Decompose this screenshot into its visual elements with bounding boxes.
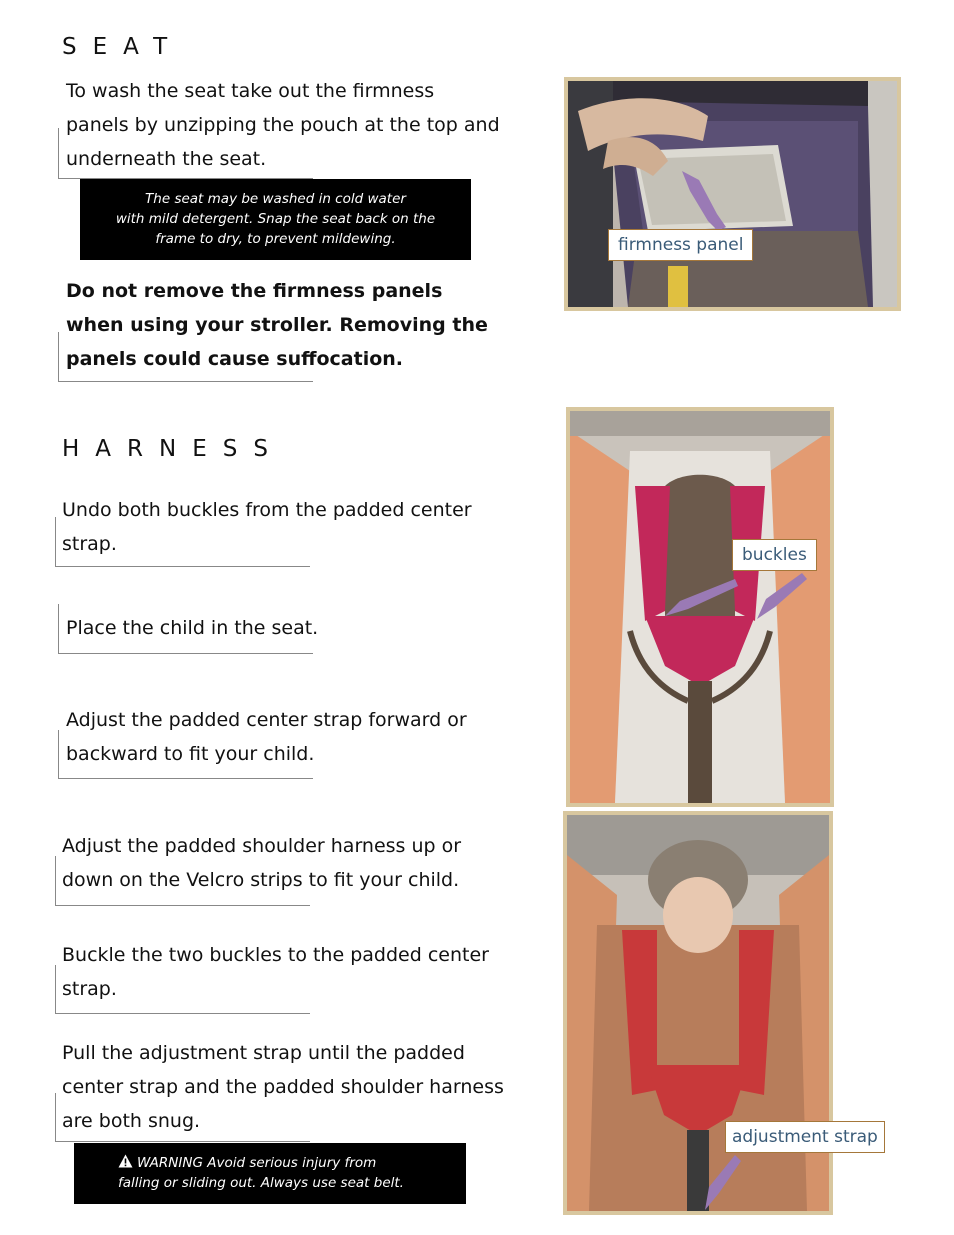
buckles-label: buckles (732, 539, 817, 571)
seat-heading: SEAT (62, 34, 184, 60)
harness-step-3: Adjust the padded center strap forward or backward to fit your child. (66, 709, 467, 765)
firmness-panel-label: firmness panel (608, 229, 753, 261)
harness-step-1: Undo both buckles from the padded center strap. (62, 499, 472, 555)
harness-step-5: Buckle the two buckles to the padded center strap. (62, 944, 489, 1000)
arrow-icon (570, 411, 830, 803)
firmness-panel-photo (564, 77, 901, 311)
seat-belt-warning: WARNING Avoid serious injury from falling or sliding out. Always use seat belt. (74, 1143, 466, 1204)
buckles-photo (566, 407, 834, 807)
harness-step-2: Place the child in the seat. (66, 617, 319, 639)
adjustment-strap-photo (563, 811, 878, 1215)
warning-triangle-icon (118, 1154, 133, 1168)
harness-heading: HARNESS (62, 436, 284, 462)
harness-step-6: Pull the adjustment strap until the padded center strap and the padded shoulder harness are both snug. (62, 1042, 504, 1132)
seat-washing-note: The seat may be washed in cold water with mild detergent. Snap the seat back on the frame to dry, to prevent mildewing. (80, 179, 471, 260)
suffocation-warning: Do not remove the firmness panels when using your stroller. Removing the panels could cause suffocation. (66, 280, 488, 370)
seat-intro: To wash the seat take out the firmness panels by unzipping the pouch at the top and underneath the seat. (66, 80, 500, 170)
adjustment-strap-label: adjustment strap (725, 1121, 885, 1153)
harness-step-4: Adjust the padded shoulder harness up or down on the Velcro strips to fit your child. (62, 835, 462, 891)
arrow-icon (568, 81, 897, 307)
